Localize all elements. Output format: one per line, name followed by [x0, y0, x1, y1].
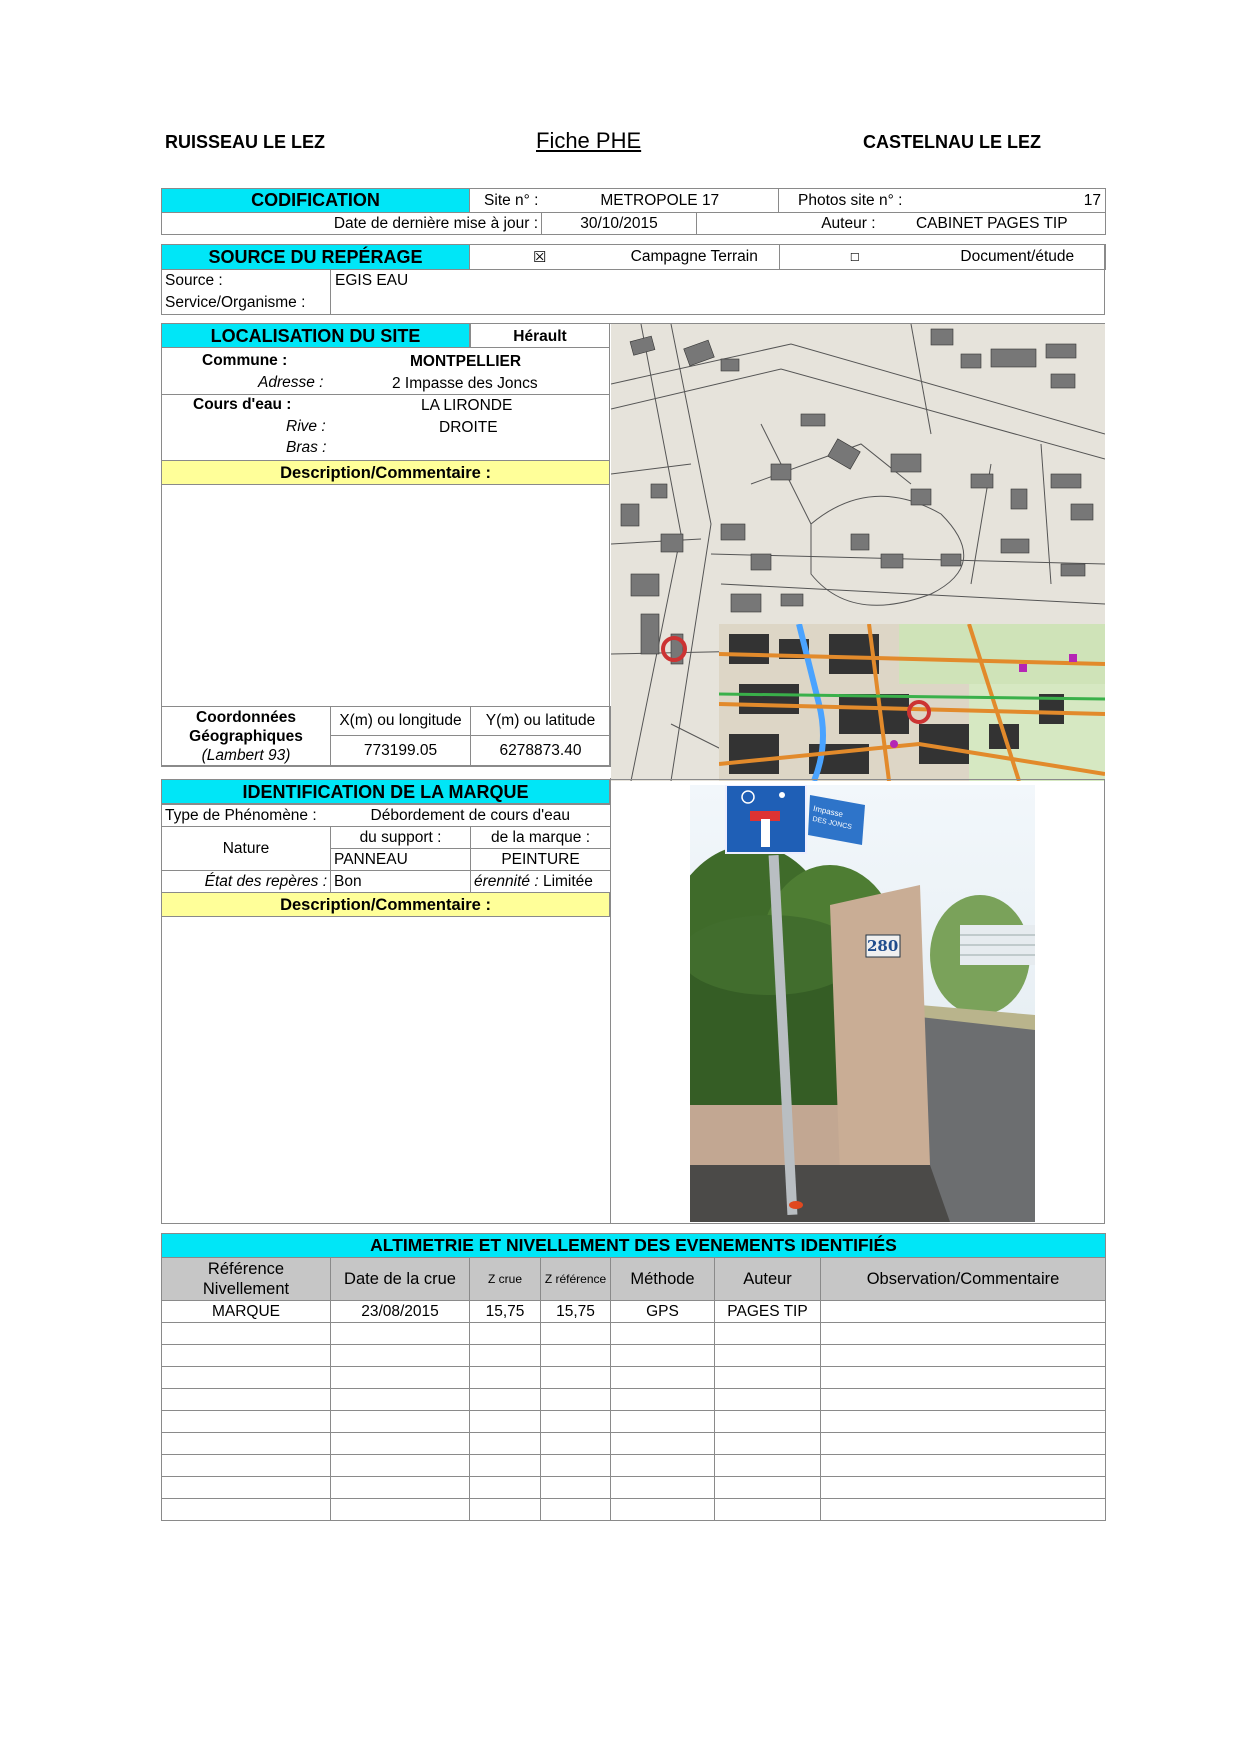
altimetrie-heading: ALTIMETRIE ET NIVELLEMENT DES EVENEMENTS IDENTIFIÉS — [162, 1234, 1106, 1258]
street-map-drawing — [719, 624, 1105, 781]
departement: Hérault — [470, 323, 610, 348]
table-cell — [470, 1323, 541, 1345]
x-label: X(m) ou longitude — [331, 707, 471, 736]
table-cell — [611, 1411, 715, 1433]
type-label: Type de Phénomène : — [162, 805, 331, 827]
column-header: Auteur — [715, 1258, 821, 1301]
divider-line — [161, 394, 610, 395]
marque-value: PEINTURE — [471, 849, 611, 871]
table-cell — [715, 1345, 821, 1367]
table-cell: PAGES TIP — [715, 1301, 821, 1323]
table-cell — [611, 1323, 715, 1345]
table-cell — [162, 1499, 331, 1521]
table-cell — [162, 1455, 331, 1477]
table-cell — [162, 1411, 331, 1433]
table-row — [162, 1477, 1106, 1499]
table-cell — [821, 1301, 1106, 1323]
table-cell — [821, 1345, 1106, 1367]
table-cell — [821, 1499, 1106, 1521]
site-label: Site n° : — [470, 189, 542, 213]
table-cell — [541, 1477, 611, 1499]
commune-value: MONTPELLIER — [410, 353, 522, 370]
etat-label: État des repères : — [162, 871, 331, 893]
x-value: 773199.05 — [331, 736, 471, 767]
table-cell — [715, 1367, 821, 1389]
table-cell — [715, 1433, 821, 1455]
table-row — [162, 1433, 1106, 1455]
table-cell — [162, 1367, 331, 1389]
table-cell — [821, 1433, 1106, 1455]
table-row — [162, 1367, 1106, 1389]
adresse-label: Adresse : — [258, 374, 324, 391]
identification-table — [161, 804, 611, 893]
y-label: Y(m) ou latitude — [471, 707, 611, 736]
table-cell — [331, 1389, 470, 1411]
coord-label-3: (Lambert 93) — [201, 747, 291, 764]
page-title: Fiche PHE — [536, 128, 642, 153]
localisation-heading: LOCALISATION DU SITE — [161, 323, 470, 348]
auteur-value: CABINET PAGES TIP — [879, 213, 1106, 235]
coordinates-table — [161, 706, 611, 767]
table-cell — [470, 1433, 541, 1455]
support-value: PANNEAU — [331, 849, 471, 871]
table-cell: MARQUE — [162, 1301, 331, 1323]
date-value: 30/10/2015 — [542, 213, 697, 235]
table-cell — [715, 1455, 821, 1477]
altimetrie-table — [161, 1233, 1106, 1521]
table-row — [162, 1345, 1106, 1367]
table-cell — [162, 1323, 331, 1345]
perennite-cell — [471, 871, 611, 893]
table-row — [162, 1455, 1106, 1477]
site-photo[interactable] — [690, 785, 1035, 1222]
table-cell — [715, 1477, 821, 1499]
codification-heading: CODIFICATION — [162, 189, 470, 213]
column-header: Observation/Commentaire — [821, 1258, 1106, 1301]
photos-cell — [779, 189, 1106, 213]
table-cell — [470, 1455, 541, 1477]
column-header: Z crue — [470, 1258, 541, 1301]
campagne-label: Campagne Terrain — [610, 245, 780, 270]
rive-value: DROITE — [439, 419, 498, 436]
photos-label: Photos site n° : — [798, 191, 903, 209]
coord-label-1: Coordonnées — [196, 709, 296, 726]
table-cell — [331, 1345, 470, 1367]
table-cell — [715, 1323, 821, 1345]
service-value: EGIS EAU — [335, 272, 409, 289]
table-cell — [611, 1433, 715, 1455]
table-cell: 15,75 — [470, 1301, 541, 1323]
table-cell — [162, 1433, 331, 1455]
table-cell — [611, 1477, 715, 1499]
table-cell — [470, 1389, 541, 1411]
source-label: Source : — [165, 272, 223, 289]
ident-description-heading: Description/Commentaire : — [161, 892, 610, 917]
document-label: Document/étude — [930, 245, 1106, 270]
table-cell — [331, 1323, 470, 1345]
source-table — [161, 244, 1106, 270]
table-row — [162, 1301, 1106, 1323]
column-header: Référence Nivellement — [162, 1258, 331, 1301]
date-label: Date de dernière mise à jour : — [162, 213, 542, 235]
table-cell — [611, 1367, 715, 1389]
table-cell — [821, 1477, 1106, 1499]
table-cell — [331, 1433, 470, 1455]
type-value: Débordement de cours d'eau — [331, 805, 611, 827]
loc-description-heading: Description/Commentaire : — [161, 460, 610, 485]
column-header: Z référence — [541, 1258, 611, 1301]
table-cell — [470, 1411, 541, 1433]
table-cell — [821, 1389, 1106, 1411]
bras-label: Bras : — [286, 439, 327, 456]
table-cell — [541, 1433, 611, 1455]
table-cell — [611, 1455, 715, 1477]
nature-label: Nature — [162, 827, 331, 871]
table-cell — [331, 1411, 470, 1433]
table-cell — [611, 1389, 715, 1411]
table-cell — [331, 1455, 470, 1477]
table-cell — [611, 1345, 715, 1367]
table-cell — [821, 1323, 1106, 1345]
cours-value: LA LIRONDE — [421, 397, 513, 414]
table-cell — [470, 1367, 541, 1389]
identification-heading: IDENTIFICATION DE LA MARQUE — [161, 779, 610, 804]
table-cell: 23/08/2015 — [331, 1301, 470, 1323]
campagne-checkbox[interactable]: ☒ — [470, 245, 610, 270]
etat-value: Bon — [331, 871, 471, 893]
table-cell — [821, 1455, 1106, 1477]
document-checkbox[interactable]: ☐ — [780, 245, 930, 270]
table-cell — [470, 1499, 541, 1521]
perennite-value: Limitée — [542, 872, 593, 890]
codification-table — [161, 188, 1106, 235]
header-commune: CASTELNAU LE LEZ — [863, 132, 1041, 152]
table-cell — [541, 1345, 611, 1367]
table-row — [162, 1323, 1106, 1345]
table-cell — [541, 1455, 611, 1477]
marque-label: de la marque : — [471, 827, 611, 849]
table-cell — [715, 1411, 821, 1433]
table-cell — [162, 1345, 331, 1367]
table-cell — [331, 1499, 470, 1521]
street-sign-text-2: DES JONCS — [811, 815, 853, 832]
table-cell — [162, 1389, 331, 1411]
cadastral-map[interactable] — [611, 324, 1105, 781]
service-label: Service/Organisme : — [165, 294, 306, 311]
location-marker-icon — [661, 636, 687, 662]
source-divider — [330, 269, 331, 315]
house-number: 280 — [867, 937, 899, 955]
altimetrie-body — [162, 1301, 1106, 1521]
street-map-inset[interactable] — [719, 624, 1105, 781]
table-row — [162, 1389, 1106, 1411]
table-cell — [541, 1499, 611, 1521]
table-cell — [541, 1389, 611, 1411]
site-photo-drawing — [690, 785, 1035, 1222]
table-cell — [331, 1367, 470, 1389]
y-value: 6278873.40 — [471, 736, 611, 767]
table-cell — [331, 1477, 470, 1499]
site-value: METROPOLE 17 — [542, 189, 779, 213]
table-cell — [715, 1389, 821, 1411]
table-cell — [821, 1367, 1106, 1389]
perennite-label: érennité : — [474, 872, 539, 890]
auteur-label: Auteur : — [697, 213, 879, 235]
table-cell: GPS — [611, 1301, 715, 1323]
table-row — [162, 1499, 1106, 1521]
table-cell — [541, 1323, 611, 1345]
altimetrie-header-row — [162, 1258, 1106, 1301]
column-header: Date de la crue — [331, 1258, 470, 1301]
table-cell — [611, 1499, 715, 1521]
table-cell — [715, 1499, 821, 1521]
table-cell — [470, 1345, 541, 1367]
table-cell — [470, 1477, 541, 1499]
table-row — [162, 1411, 1106, 1433]
localisation-box — [161, 323, 610, 766]
adresse-value: 2 Impasse des Joncs — [392, 375, 538, 392]
commune-label: Commune : — [202, 352, 288, 369]
table-cell — [541, 1367, 611, 1389]
rive-label: Rive : — [286, 418, 326, 435]
column-header: Méthode — [611, 1258, 715, 1301]
table-cell: 15,75 — [541, 1301, 611, 1323]
coord-label-2: Géographiques — [189, 728, 303, 745]
table-cell — [821, 1411, 1106, 1433]
cours-label: Cours d'eau : — [193, 396, 292, 413]
support-label: du support : — [331, 827, 471, 849]
source-heading: SOURCE DU REPÉRAGE — [162, 245, 470, 270]
photos-value: 17 — [1083, 191, 1102, 209]
table-cell — [162, 1477, 331, 1499]
table-cell — [541, 1411, 611, 1433]
street-sign-text-1: Impasse — [812, 803, 844, 820]
coord-label-cell — [162, 707, 331, 767]
header-river: RUISSEAU LE LEZ — [165, 132, 326, 152]
